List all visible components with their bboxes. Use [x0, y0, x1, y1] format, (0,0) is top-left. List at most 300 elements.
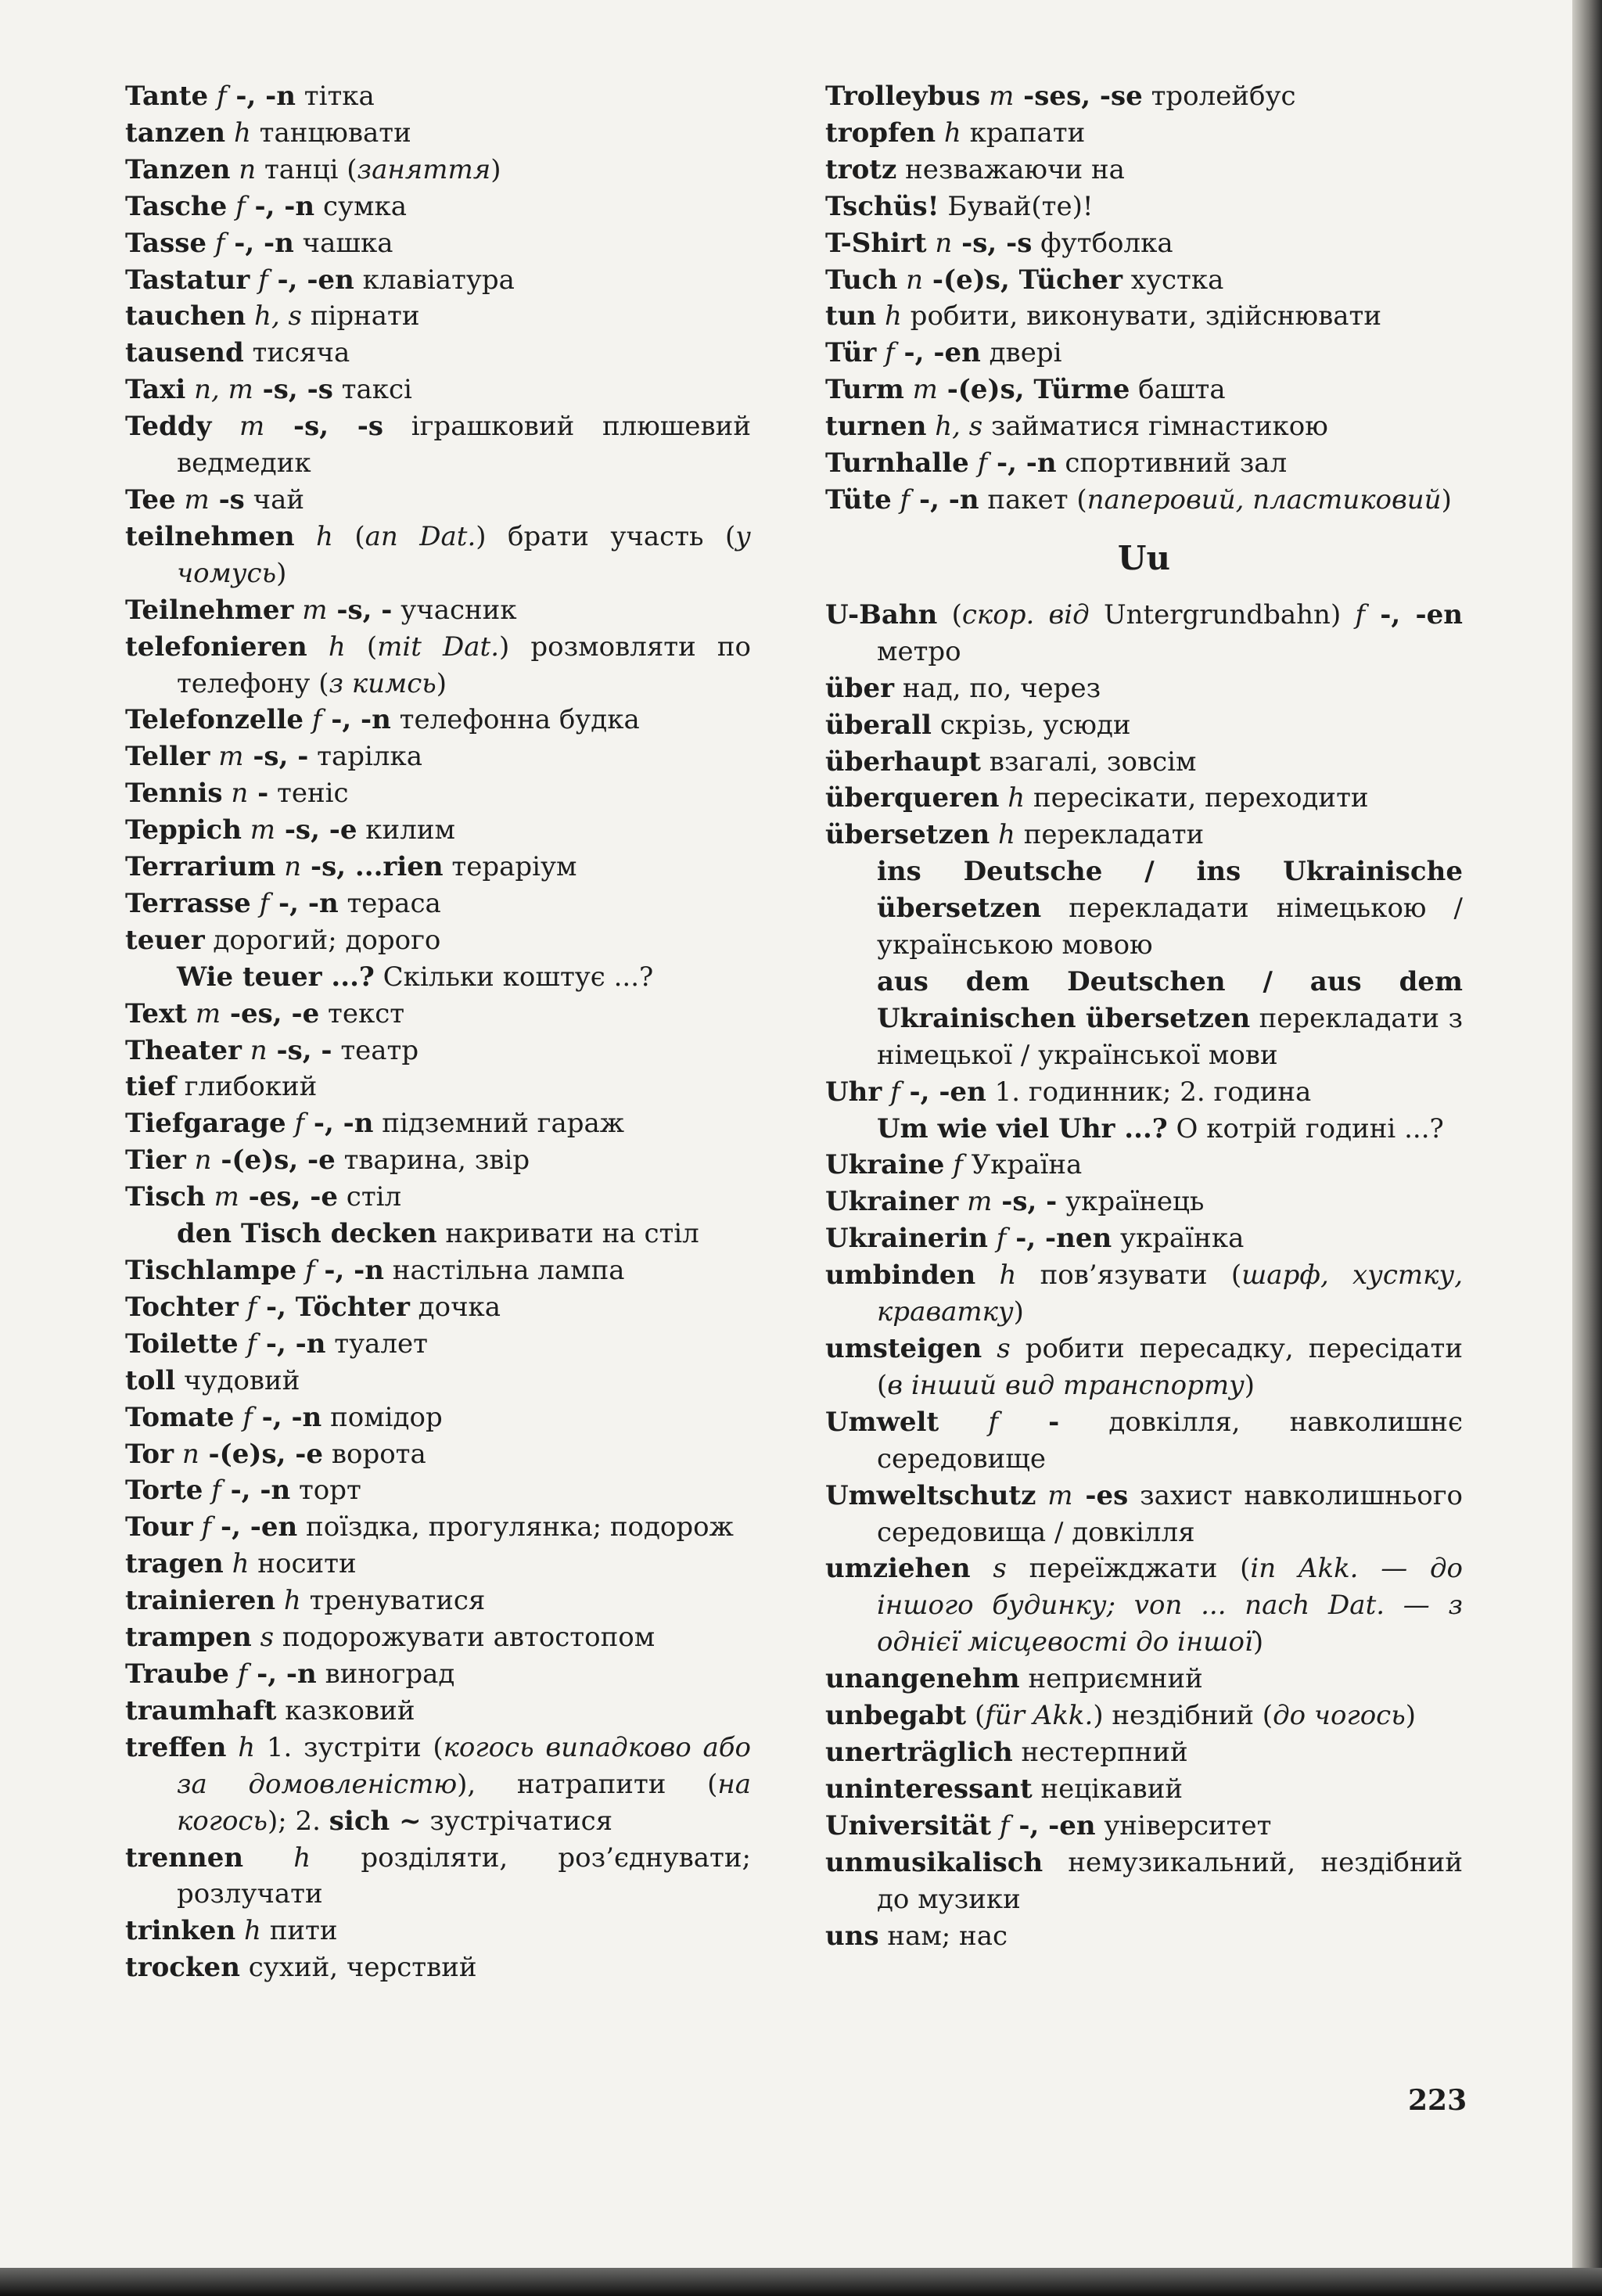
page-number: 223 — [1408, 2084, 1467, 2117]
inflection: -(e)s, Tücher — [923, 264, 1122, 296]
grammar-label: m — [912, 374, 938, 406]
dictionary-entry — [825, 707, 1463, 744]
translation: текст — [319, 997, 405, 1029]
headword: Taxi — [125, 374, 186, 406]
grammar-label: s — [260, 1622, 275, 1654]
headword: uns — [825, 1920, 879, 1952]
headword: Torte — [125, 1475, 203, 1507]
dictionary-entry — [825, 482, 1463, 519]
dictionary-entry — [125, 1105, 751, 1142]
translation: таксі — [332, 374, 412, 406]
inflection: -s — [209, 483, 245, 516]
note: für Akk. — [985, 1700, 1094, 1732]
headword: unbegabt — [825, 1700, 967, 1732]
translation: українець — [1057, 1186, 1205, 1218]
dictionary-entry — [125, 1069, 751, 1105]
translation: О котрій годині ...? — [1167, 1112, 1444, 1144]
grammar-label: s — [993, 1553, 1007, 1585]
grammar-label: n — [231, 778, 249, 810]
grammar-label: m — [250, 814, 275, 846]
inflection: -, -en — [1009, 1809, 1096, 1841]
dictionary-entry — [825, 1331, 1463, 1404]
section-heading: Uu — [1117, 538, 1171, 577]
dictionary-entry — [125, 1619, 751, 1656]
inflection: -, Töchter — [257, 1291, 410, 1323]
translation: телефонна будка — [390, 704, 640, 736]
grammar-label: h — [283, 1585, 301, 1617]
headword: trainieren — [125, 1585, 276, 1617]
translation: ) — [1405, 1700, 1416, 1732]
grammar-label: h — [998, 819, 1015, 851]
inflection: -(e)s, -e — [199, 1438, 324, 1470]
inflection: -s, -s — [952, 227, 1033, 259]
headword: traumhaft — [125, 1694, 277, 1726]
dictionary-entry — [125, 519, 751, 592]
grammar-label: m — [239, 411, 265, 443]
dictionary-entry — [825, 1257, 1463, 1331]
headword: Tee — [125, 483, 176, 516]
headword: tausend — [125, 337, 244, 369]
dictionary-entry — [825, 445, 1463, 482]
inflection: -es, -e — [239, 1181, 338, 1213]
example-phrase: ins Deutsche / ins Ukrainische übersetzen — [877, 856, 1463, 925]
headword: Turm — [825, 374, 904, 406]
dictionary-entry — [125, 335, 751, 372]
headword: Tiefgarage — [125, 1108, 286, 1140]
dictionary-entry — [125, 1656, 751, 1693]
headword: umziehen — [825, 1553, 971, 1585]
translation: учасник — [392, 594, 517, 626]
translation: тітка — [296, 81, 375, 112]
inflection: -s, -s — [253, 374, 333, 406]
grammar-label: n — [194, 1144, 212, 1177]
dictionary-example — [825, 853, 1463, 964]
inflection: -, -en — [900, 1076, 986, 1108]
grammar-label: h — [943, 117, 961, 149]
translation: метро — [877, 635, 961, 667]
translation: ) — [436, 667, 447, 699]
dictionary-entry — [125, 262, 751, 299]
translation: пірнати — [302, 300, 420, 332]
translation: взагалі, зовсім — [981, 746, 1197, 778]
dictionary-entry — [825, 1661, 1463, 1698]
headword: teuer — [125, 924, 205, 956]
translation: ) — [490, 153, 501, 185]
dictionary-entry — [825, 1771, 1463, 1808]
translation: ) — [1013, 1296, 1024, 1328]
dictionary-entry — [125, 1840, 751, 1913]
headword: überall — [825, 709, 932, 741]
headword: Terrarium — [125, 851, 276, 883]
grammar-label: h — [316, 520, 333, 552]
grammar-label: f — [304, 1255, 315, 1286]
translation: ), натрапити ( — [457, 1768, 718, 1800]
dictionary-entry — [125, 372, 751, 408]
translation: клавіатура — [354, 264, 515, 296]
headword: überqueren — [825, 782, 1000, 814]
dictionary-entry — [125, 1913, 751, 1949]
grammar-label: f — [211, 1475, 221, 1507]
translation: перекладати — [1015, 819, 1205, 851]
translation: зустрічатися — [421, 1805, 613, 1837]
inflection: -, -en — [894, 337, 981, 369]
headword: Ukrainer — [825, 1186, 959, 1218]
headword: tauchen — [125, 300, 246, 332]
headword: Teller — [125, 741, 210, 773]
inflection: -es — [1072, 1479, 1129, 1511]
grammar-label: h — [884, 300, 902, 332]
headword: Telefonzelle — [125, 704, 304, 736]
translation: чудовий — [175, 1364, 300, 1396]
inflection: -, -n — [252, 1401, 322, 1433]
headword: Trolleybus — [825, 81, 981, 112]
dictionary-entry — [125, 702, 751, 738]
translation: університет — [1095, 1809, 1272, 1841]
dictionary-entry — [125, 482, 751, 519]
inflection: -, -n — [314, 1255, 384, 1286]
example-phrase: sich ~ — [329, 1805, 422, 1837]
translation: двері — [980, 337, 1062, 369]
headword: Tastatur — [125, 264, 250, 296]
grammar-label: h, s — [935, 411, 983, 443]
headword: Tüte — [825, 483, 892, 516]
example-phrase: Wie teuer ...? — [177, 961, 375, 993]
headword: Terrasse — [125, 887, 251, 919]
translation: тролейбус — [1142, 81, 1296, 112]
headword: tragen — [125, 1548, 224, 1580]
translation: театр — [332, 1034, 419, 1066]
translation: ) — [1441, 483, 1452, 516]
translation: туалет — [325, 1328, 428, 1360]
dictionary-entry — [125, 1436, 751, 1473]
headword: Tür — [825, 337, 877, 369]
translation: захист навколишнього середовища / довкілля — [877, 1479, 1463, 1548]
translation: ( — [966, 1700, 986, 1732]
headword: trampen — [125, 1622, 252, 1654]
grammar-label: f — [999, 1809, 1010, 1841]
dictionary-entry — [825, 372, 1463, 408]
translation: нестерпний — [1012, 1736, 1188, 1768]
dictionary-entry — [825, 670, 1463, 707]
dictionary-entry — [825, 1918, 1463, 1955]
dictionary-entry — [825, 78, 1463, 115]
translation: танці ( — [256, 153, 357, 185]
translation: теніс — [268, 778, 349, 810]
translation: ) розмовляти по телефону ( — [177, 631, 751, 699]
dictionary-entry — [825, 1808, 1463, 1845]
headword: Toilette — [125, 1328, 239, 1360]
headword: unangenehm — [825, 1663, 1020, 1695]
inflection: -es, -e — [221, 997, 320, 1029]
inflection: -, -en — [268, 264, 354, 296]
dictionary-entry — [125, 408, 751, 482]
dictionary-entry — [125, 922, 751, 959]
dictionary-entry — [125, 1546, 751, 1583]
grammar-label: f — [953, 1149, 963, 1181]
dictionary-entry — [125, 775, 751, 812]
headword: Tisch — [125, 1181, 206, 1213]
dictionary-entry — [125, 1693, 751, 1730]
grammar-label: f — [311, 704, 322, 736]
dictionary-entry — [125, 996, 751, 1033]
headword: Traube — [125, 1658, 229, 1690]
translation: іграшковий плюшевий ведмедик — [177, 411, 751, 480]
inflection: -, -en — [1365, 598, 1463, 631]
book-spine-shadow — [1572, 0, 1602, 2296]
grammar-label: f — [890, 1076, 900, 1108]
translation: башта — [1130, 374, 1226, 406]
translation: ( — [332, 520, 365, 552]
dictionary-entry — [825, 1698, 1463, 1734]
note: mit Dat. — [377, 631, 500, 663]
grammar-label: h — [232, 1548, 250, 1580]
translation: 1. годинник; 2. година — [986, 1076, 1312, 1108]
dictionary-entry — [125, 592, 751, 629]
grammar-label: n — [935, 227, 953, 259]
headword: Teppich — [125, 814, 242, 846]
dictionary-entry — [125, 1179, 751, 1216]
dictionary-entry — [825, 1220, 1463, 1257]
grammar-label: f — [1355, 598, 1366, 631]
headword: Uhr — [825, 1076, 882, 1108]
headword: Umwelt — [825, 1406, 939, 1438]
dictionary-entry — [125, 1142, 751, 1179]
dictionary-entry — [825, 1550, 1463, 1661]
grammar-label: n — [239, 153, 257, 185]
grammar-label: f — [201, 1511, 212, 1543]
dictionary-entry — [125, 886, 751, 922]
grammar-label: f — [258, 264, 268, 296]
headword: teilnehmen — [125, 520, 295, 552]
translation: Україна — [962, 1149, 1083, 1181]
inflection: -(e)s, Türme — [937, 374, 1130, 406]
inflection: -, -n — [224, 227, 294, 259]
dictionary-entry — [825, 780, 1463, 817]
translation: хустка — [1122, 264, 1224, 296]
grammar-label: n, m — [194, 374, 253, 406]
headword: Tschüs! — [825, 190, 939, 222]
headword: treffen — [125, 1731, 227, 1763]
translation: пакет ( — [979, 483, 1087, 516]
translation: переїжджати ( — [1006, 1553, 1251, 1585]
inflection: -s, -s — [264, 411, 384, 443]
headword: trocken — [125, 1952, 240, 1984]
dictionary-entry — [125, 225, 751, 262]
dictionary-entry — [125, 298, 751, 335]
grammar-label: h — [238, 1731, 256, 1763]
note: когось випадково або за домовленістю — [177, 1731, 751, 1800]
translation: дорогий; дорого — [204, 924, 441, 956]
dictionary-entry — [125, 1252, 751, 1289]
dictionary-entry — [125, 812, 751, 849]
grammar-label: m — [302, 594, 328, 626]
grammar-label: n — [181, 1438, 199, 1470]
inflection: -s, - — [243, 741, 309, 773]
dictionary-entry — [825, 298, 1463, 335]
headword: umsteigen — [825, 1333, 982, 1364]
grammar-label: h — [999, 1259, 1017, 1292]
grammar-label: m — [195, 997, 221, 1029]
grammar-label: h — [233, 117, 251, 149]
headword: umbinden — [825, 1259, 976, 1292]
translation: Бувай(те)! — [939, 190, 1094, 222]
note: до чогось — [1273, 1700, 1406, 1732]
translation: перекладати з німецької / української мови — [877, 1002, 1463, 1071]
translation: крапати — [961, 117, 1086, 149]
translation: настільна лампа — [383, 1255, 625, 1286]
translation: довкілля, навколишнє середовище — [877, 1406, 1463, 1475]
page-bottom-edge — [0, 2268, 1602, 2296]
grammar-label: f — [235, 190, 246, 222]
translation: немузикальний, нездібний до музики — [877, 1846, 1463, 1915]
headword: uninteressant — [825, 1773, 1033, 1805]
dictionary-entry — [125, 1472, 751, 1509]
headword: Tochter — [125, 1291, 239, 1323]
dictionary-entry — [125, 1730, 751, 1840]
translation: дочка — [409, 1291, 501, 1323]
inflection: -, -n — [987, 447, 1057, 480]
example-phrase: den Tisch decken — [177, 1218, 437, 1250]
translation: тераса — [338, 887, 441, 919]
headword: Text — [125, 997, 188, 1029]
headword: toll — [125, 1364, 176, 1396]
translation: незважаючи на — [896, 153, 1125, 185]
translation: накривати на стіл — [436, 1218, 699, 1250]
translation: тарілка — [308, 741, 423, 773]
inflection: - — [248, 778, 269, 810]
inflection: -, -n — [910, 483, 979, 516]
translation: ) брати участь ( — [476, 520, 736, 552]
inflection: -, -n — [257, 1328, 326, 1360]
translation: футболка — [1032, 227, 1173, 259]
translation: ворота — [323, 1438, 426, 1470]
headword: Tour — [125, 1511, 193, 1543]
dictionary-entry — [825, 1734, 1463, 1771]
note: in Akk. — до іншого будинку; von ... nach Dat. — з однієї місцевості до іншої — [877, 1553, 1464, 1658]
grammar-label: f — [900, 483, 911, 516]
note: скор. від — [961, 598, 1090, 631]
translation: 1. зустріти ( — [255, 1731, 444, 1763]
dictionary-entry — [125, 849, 751, 886]
grammar-label: m — [1047, 1479, 1073, 1511]
grammar-label: n — [906, 264, 924, 296]
translation: робити, виконувати, здійснювати — [901, 300, 1382, 332]
inflection: -, -nen — [1006, 1223, 1112, 1255]
headword: Ukraine — [825, 1149, 945, 1181]
headword: trotz — [825, 153, 897, 185]
dictionary-entry — [825, 744, 1463, 781]
dictionary-entry — [125, 738, 751, 775]
headword: übersetzen — [825, 819, 990, 851]
grammar-label: f — [246, 1291, 257, 1323]
dictionary-entry — [125, 1326, 751, 1363]
translation: тераріум — [443, 851, 577, 883]
translation: підземний гараж — [373, 1108, 625, 1140]
translation: ( — [937, 598, 962, 631]
grammar-label: f — [214, 227, 225, 259]
headword: telefonieren — [125, 631, 307, 663]
translation: перекладати німецькою / українською мовою — [877, 893, 1463, 961]
dictionary-entry — [125, 1509, 751, 1546]
headword: Tor — [125, 1438, 174, 1470]
inflection: -, -n — [226, 81, 296, 112]
headword: Tante — [125, 81, 209, 112]
dictionary-entry — [125, 629, 751, 702]
right-column — [825, 78, 1463, 1954]
headword: unerträglich — [825, 1736, 1013, 1768]
grammar-label: f — [977, 447, 988, 480]
grammar-label: h — [293, 1841, 311, 1874]
translation: ) нездібний ( — [1093, 1700, 1273, 1732]
inflection: -(e)s, -e — [211, 1144, 336, 1177]
example-phrase: aus dem Deutschen / aus dem Ukrainischen übersetzen — [877, 965, 1463, 1034]
translation: ) — [276, 557, 287, 589]
headword: Tischlampe — [125, 1255, 297, 1286]
headword: überhaupt — [825, 746, 981, 778]
translation: ) — [1252, 1626, 1264, 1658]
dictionary-entry — [125, 152, 751, 189]
inflection: -, -n — [269, 887, 339, 919]
grammar-label: f — [216, 81, 227, 112]
headword: Umweltschutz — [825, 1479, 1036, 1511]
translation: глибокий — [175, 1071, 318, 1103]
translation: стіл — [337, 1181, 402, 1213]
grammar-label: h, s — [254, 300, 303, 332]
translation: скрізь, усюди — [931, 709, 1131, 741]
dictionary-entry — [825, 817, 1463, 853]
headword: trennen — [125, 1841, 244, 1874]
grammar-label: f — [294, 1108, 305, 1140]
headword: T-Shirt — [825, 227, 927, 259]
headword: tun — [825, 300, 877, 332]
grammar-label: n — [250, 1034, 268, 1066]
dictionary-example — [125, 1216, 751, 1252]
headword: tanzen — [125, 117, 226, 149]
translation: торт — [290, 1475, 361, 1507]
translation: тренуватися — [300, 1585, 486, 1617]
dictionary-entry — [125, 189, 751, 225]
dictionary-entry — [125, 1363, 751, 1400]
dictionary-entry — [125, 1949, 751, 1986]
inflection: -, -n — [304, 1108, 374, 1140]
headword: Tasse — [125, 227, 207, 259]
translation: помідор — [321, 1401, 443, 1433]
grammar-label: s — [997, 1333, 1011, 1364]
translation: виноград — [316, 1658, 455, 1690]
note: у чомусь — [177, 520, 751, 589]
inflection: -, -n — [221, 1475, 291, 1507]
dictionary-entry — [825, 1404, 1463, 1478]
translation: сумка — [314, 190, 407, 222]
example-phrase: Um wie viel Uhr ...? — [877, 1112, 1168, 1144]
note: паперовий, пластиковий — [1087, 483, 1442, 516]
dictionary-entry — [825, 1074, 1463, 1111]
headword: Ukrainerin — [825, 1223, 988, 1255]
translation: нам; нас — [878, 1920, 1008, 1952]
translation: тварина, звір — [335, 1144, 530, 1177]
grammar-label: f — [246, 1328, 257, 1360]
translation: спортивний зал — [1056, 447, 1288, 480]
translation: ); 2. — [267, 1805, 329, 1837]
translation: чай — [244, 483, 305, 516]
headword: Teilnehmer — [125, 594, 294, 626]
note: на когось — [177, 1768, 752, 1837]
left-column — [125, 78, 751, 1986]
headword: tief — [125, 1071, 176, 1103]
translation: пити — [260, 1915, 338, 1947]
dictionary-entry — [825, 1478, 1463, 1551]
headword: trinken — [125, 1915, 236, 1947]
